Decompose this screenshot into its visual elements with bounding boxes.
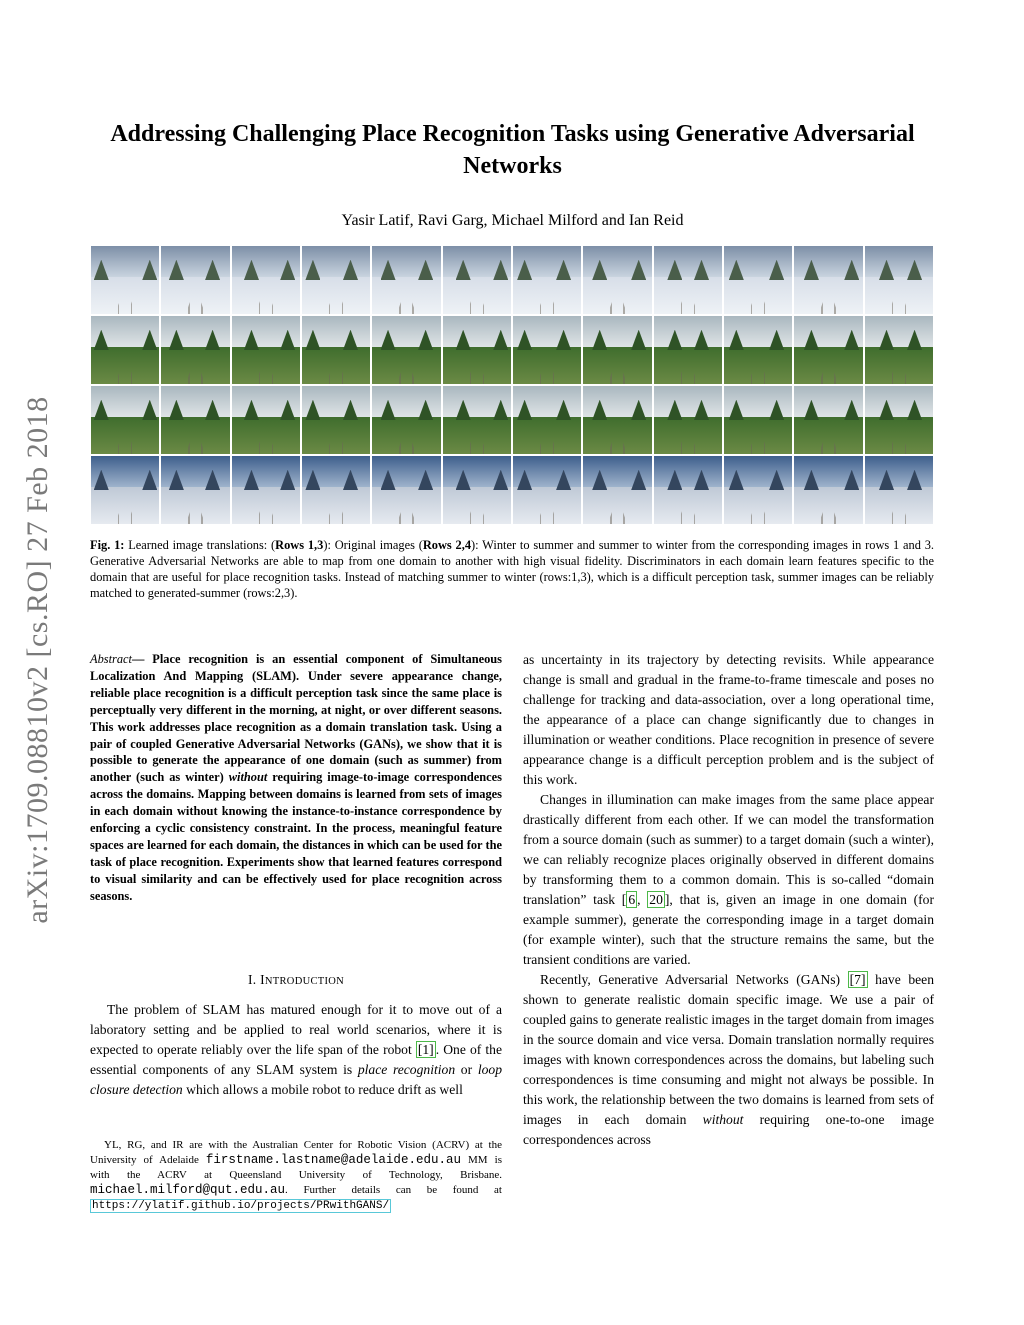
caption-rows-original: Rows 1,3	[275, 538, 324, 552]
figure-thumbnail	[865, 246, 933, 314]
paragraph: Changes in illumination can make images from the same place appear drastically different from each other. If we can model the transformation from a source domain (such as summer) to a target domain (such a winter), we can reliably recognize places originally observed in different domains by transforming them to a common domain. This is so-called “domain translation” task [ 6 , 20 ], that is, given an image in one domain (for example summer), generate the corresponding image in a target domain (for example winter), such that the structure remains the same, but the transient conditions are varied.	[523, 792, 935, 967]
figure-thumbnail	[794, 246, 862, 314]
abstract-text: Place recognition is an essential component of Simultaneous Localization And Mapping (SLAM). Under severe appearance change, reliable place recognition is a difficult perception task since the same place is perceptually very different in the morning, at night, or over different seasons. This work addresses place recognition as a domain translation task. Using a pair of coupled Generative Adversarial Networks (GANs), we show that it is possible to generate the appearance of one domain (such as summer) from another (such as winter)	[90, 652, 502, 785]
figure-thumbnail	[794, 386, 862, 454]
figure-thumbnail	[654, 246, 722, 314]
figure-thumbnail	[443, 386, 511, 454]
figure-thumbnail	[91, 316, 159, 384]
caption-text: Learned image translations: (	[124, 538, 276, 552]
email-2: michael.milford@qut.edu.au	[90, 1183, 286, 1197]
figure-thumbnail	[443, 456, 511, 524]
figure-thumbnail	[654, 386, 722, 454]
figure-thumbnail	[232, 246, 300, 314]
arxiv-identifier	[15, 350, 61, 970]
figure-thumbnail	[724, 386, 792, 454]
figure-label: Fig. 1:	[90, 538, 125, 552]
paper-title: Addressing Challenging Place Recognition Tasks using Generative Adversarial Networks	[110, 121, 915, 179]
figure-thumbnail	[794, 316, 862, 384]
figure-thumbnail	[91, 386, 159, 454]
figure-thumbnail	[724, 246, 792, 314]
figure-thumbnail	[583, 386, 651, 454]
figure-thumbnail	[232, 316, 300, 384]
figure-thumbnail	[865, 316, 933, 384]
abstract-dash: —	[132, 652, 153, 666]
figure-thumbnail	[724, 456, 792, 524]
figure-thumbnail	[583, 316, 651, 384]
figure-thumbnail	[302, 456, 370, 524]
email-1: firstname.lastname@adelaide.edu.au	[205, 1153, 461, 1167]
figure-thumbnail	[443, 316, 511, 384]
citation-link[interactable]: 20	[649, 892, 663, 907]
citation-link[interactable]: 6	[628, 892, 636, 907]
citation-link[interactable]: [7]	[849, 972, 866, 987]
figure-thumbnail	[372, 386, 440, 454]
figure-thumbnail	[583, 246, 651, 314]
introduction-left-column: The problem of SLAM has matured enough for it to move out of a laboratory setting and be applied to real world scenarios, where it is expected to operate reliably over the life span of the robot [1] . One of the essential components of any SLAM system is place recognition or loop closure detection which allows a mobile robot to reduce drift as well	[90, 1002, 502, 1097]
arxiv-id-text: arXiv:1709.08810v2 [cs.RO] 27 Feb 2018	[21, 396, 54, 924]
figure-thumbnail	[161, 246, 229, 314]
figure-thumbnail	[232, 386, 300, 454]
paragraph: Recently, Generative Adversarial Networks (GANs) [7] have been shown to generate realistic domain specific image. We use a pair of coupled gains to generate realistic images in the target domain from images in the source domain and vice versa. Domain translation normally requires images with known correspondences across the domains, but labeling such correspondences is time consuming and might not always be possible. In this work, the relationship between the two domains is learned from sets of images in each domain without requiring one-to-one image correspondences across	[523, 972, 934, 1147]
footnote: YL, RG, and IR are with the Australian Center for Robotic Vision (ACRV) at the University of Adelaide firstname.lastname@adelaide.edu.au MM is with the ACRV at Queensland University of Technology, Brisbane. michael.milford@qut.edu.au. Further details can be found at https://ylatif.github.io/projects/PRwithGANS/	[90, 1139, 502, 1212]
section-heading-introduction: I. INTRODUCTION	[247, 972, 345, 987]
figure-thumbnail	[513, 246, 581, 314]
abstract-text: requiring image-to-image correspondences across the domains. Mapping between domains is learned from sets of images in each domain without knowing the instance-to-instance correspondence by enforcing a cyclic consistency constraint. In the process, meaningful feature spaces are learned for each domain, the distances in which can be used for the task of place recognition. Experiments show that learned features correspond to visual similarity and can be effectively used for place recognition across seasons.	[90, 770, 502, 903]
caption-text: ): Original images (	[323, 538, 423, 552]
abstract	[90, 651, 502, 905]
figure-thumbnail	[302, 316, 370, 384]
figure-thumbnail	[372, 456, 440, 524]
figure-thumbnail	[865, 456, 933, 524]
figure-thumbnail	[513, 316, 581, 384]
caption-rows-translated: Rows 2,4	[422, 538, 472, 552]
figure-thumbnail	[513, 456, 581, 524]
citation-link[interactable]: [1]	[417, 1042, 434, 1057]
author-list: Yasir Latif, Ravi Garg, Michael Milford and Ian Reid	[341, 212, 684, 229]
figure-thumbnail	[91, 456, 159, 524]
figure-image-grid	[91, 246, 933, 524]
figure-caption	[90, 537, 934, 601]
figure-thumbnail	[232, 456, 300, 524]
figure-thumbnail	[161, 316, 229, 384]
abstract-emphasis: without	[228, 770, 268, 785]
figure-thumbnail	[372, 246, 440, 314]
figure-thumbnail	[91, 246, 159, 314]
paragraph: as uncertainty in its trajectory by detecting revisits. While appearance change is small and gradual in the frame-to-frame timescale and poses no challenge for tracking and data-association, over a long operational time, the appearance of a place can change significantly due to changes in illumination or weather conditions. Place recognition in presence of severe appearance change is a difficult perception problem and is the subject of this work.	[523, 652, 934, 787]
figure-thumbnail	[654, 316, 722, 384]
figure-thumbnail	[161, 456, 229, 524]
figure-thumbnail	[513, 386, 581, 454]
figure-thumbnail	[302, 246, 370, 314]
figure-thumbnail	[654, 456, 722, 524]
introduction-right-column	[523, 650, 934, 1150]
figure-thumbnail	[372, 316, 440, 384]
figure-thumbnail	[865, 386, 933, 454]
figure-thumbnail	[302, 386, 370, 454]
figure-thumbnail	[794, 456, 862, 524]
project-url-link[interactable]: https://ylatif.github.io/projects/PRwithGANS/	[92, 1200, 390, 1212]
figure-thumbnail	[161, 386, 229, 454]
abstract-label: Abstract	[90, 652, 132, 666]
figure-thumbnail	[724, 316, 792, 384]
figure-thumbnail	[583, 456, 651, 524]
figure-thumbnail	[443, 246, 511, 314]
caption-text: ): Winter to summer and summer to winter from the corresponding images in rows 1 and 3. Generative Adversarial Networks are able to map from one domain to another with high visual fidelity. Discriminators in each domain learn features specific to the domain that are useful for place recognition tasks. Instead of matching summer to winter (rows:1,3), which is a difficult perception task, summer images can be reliably matched to generated-summer (rows:2,3).	[90, 538, 934, 600]
